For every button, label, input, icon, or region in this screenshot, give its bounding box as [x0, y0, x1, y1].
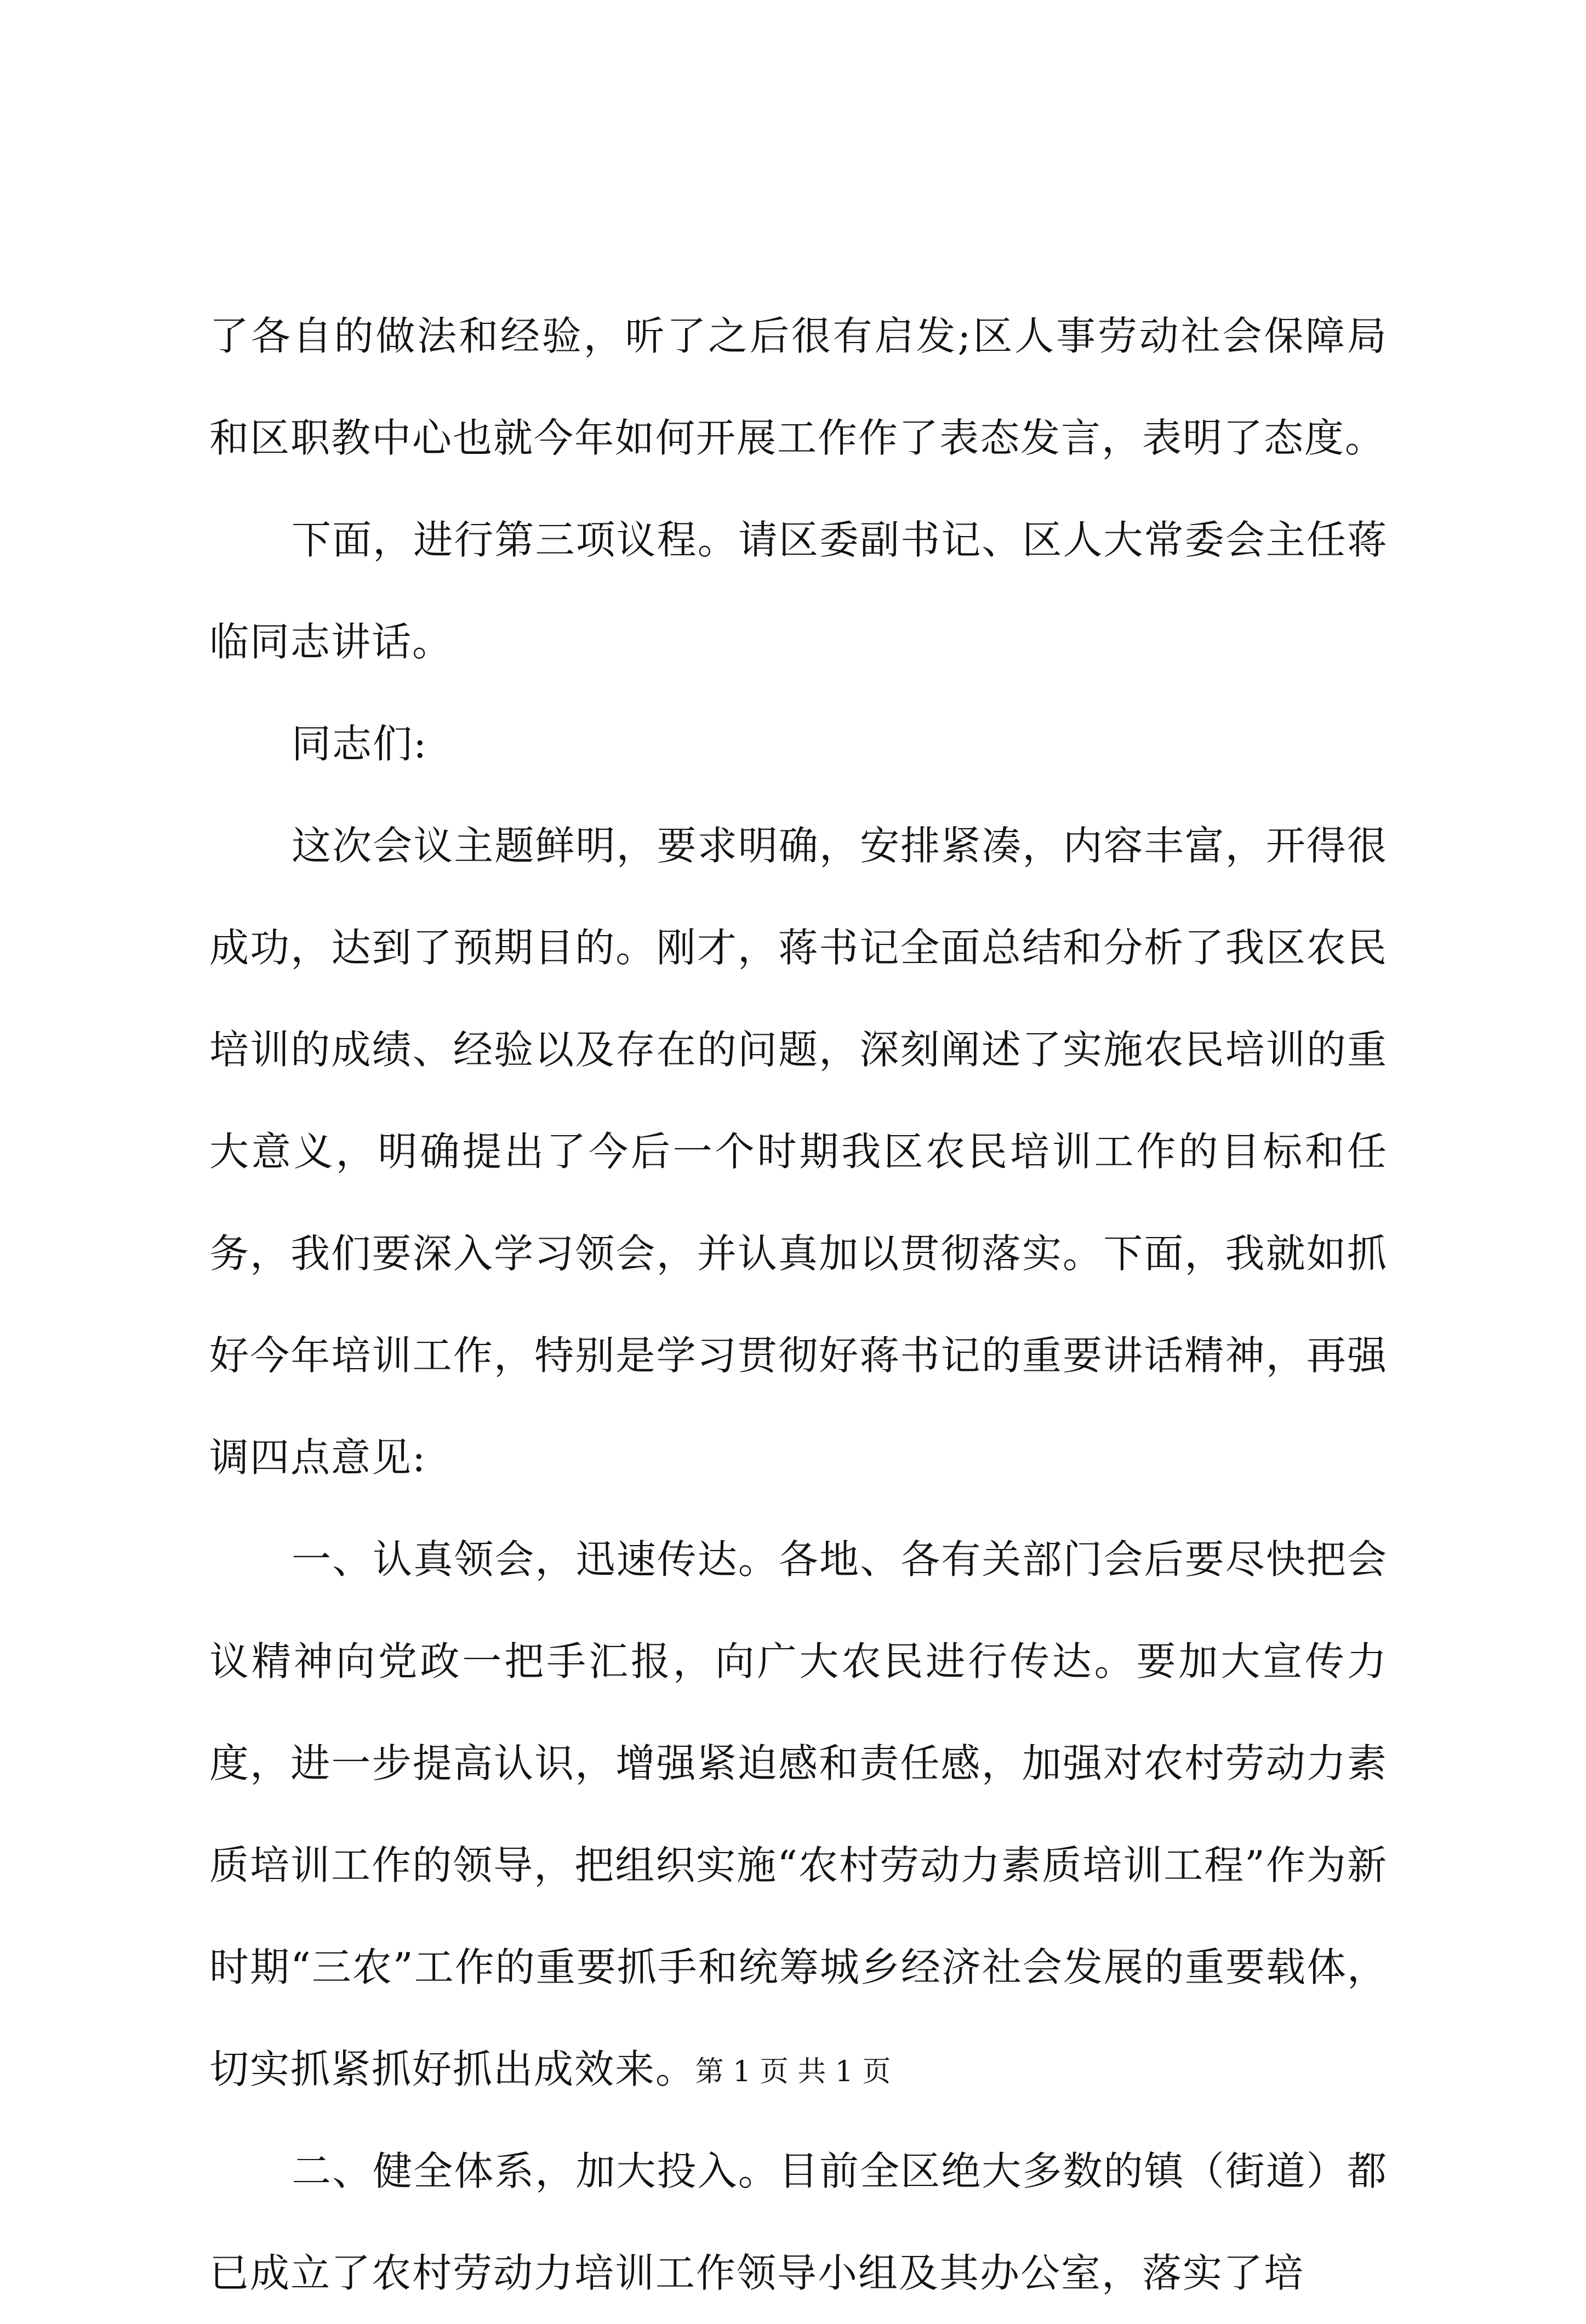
- document-body: [209, 285, 1388, 2324]
- paragraph-point-one: 一、认真领会，迅速传达。各地、各有关部门会后要尽快把会议精神向党政一把手汇报，向广大农民进行传达。要加大宣传力度，进一步提高认识，增强紧迫感和责任感，加强对农村劳动力素质培训工作的领导，把组织实施“农村劳动力素质培训工程”作为新时期“三农”工作的重要抓手和统筹城乡经济社会发展的重要载体，切实抓紧抓好抓出成效来。: [209, 1536, 1388, 2092]
- paragraph-meeting-summary: 这次会议主题鲜明，要求明确，安排紧凑，内容丰富，开得很成功，达到了预期目的。刚才，蒋书记全面总结和分析了我区农民培训的成绩、经验以及存在的问题，深刻阐述了实施农民培训的重大意义，明确提出了今后一个时期我区农民培训工作的目标和任务，我们要深入学习领会，并认真加以贯彻落实。下面，我就如抓好今年培训工作，特别是学习贯彻好蒋书记的重要讲话精神，再强调四点意见:: [209, 823, 1388, 1480]
- paragraph-point-two: 二、健全体系，加大投入。目前全区绝大多数的镇（街道）都已成立了农村劳动力培训工作领导小组及其办公室，落实了培: [209, 2148, 1388, 2296]
- page-number-footer: 第 1 页 共 1 页: [695, 2055, 891, 2088]
- paragraph-salutation: 同志们:: [292, 721, 428, 767]
- paragraph-agenda-item: 下面，进行第三项议程。请区委副书记、区人大常委会主任蒋临同志讲话。: [209, 517, 1388, 665]
- paragraph-continuation: 了各自的做法和经验，听了之后很有启发;区人事劳动社会保障局和区职教中心也就今年如何开展工作作了表态发言，表明了态度。: [209, 313, 1388, 461]
